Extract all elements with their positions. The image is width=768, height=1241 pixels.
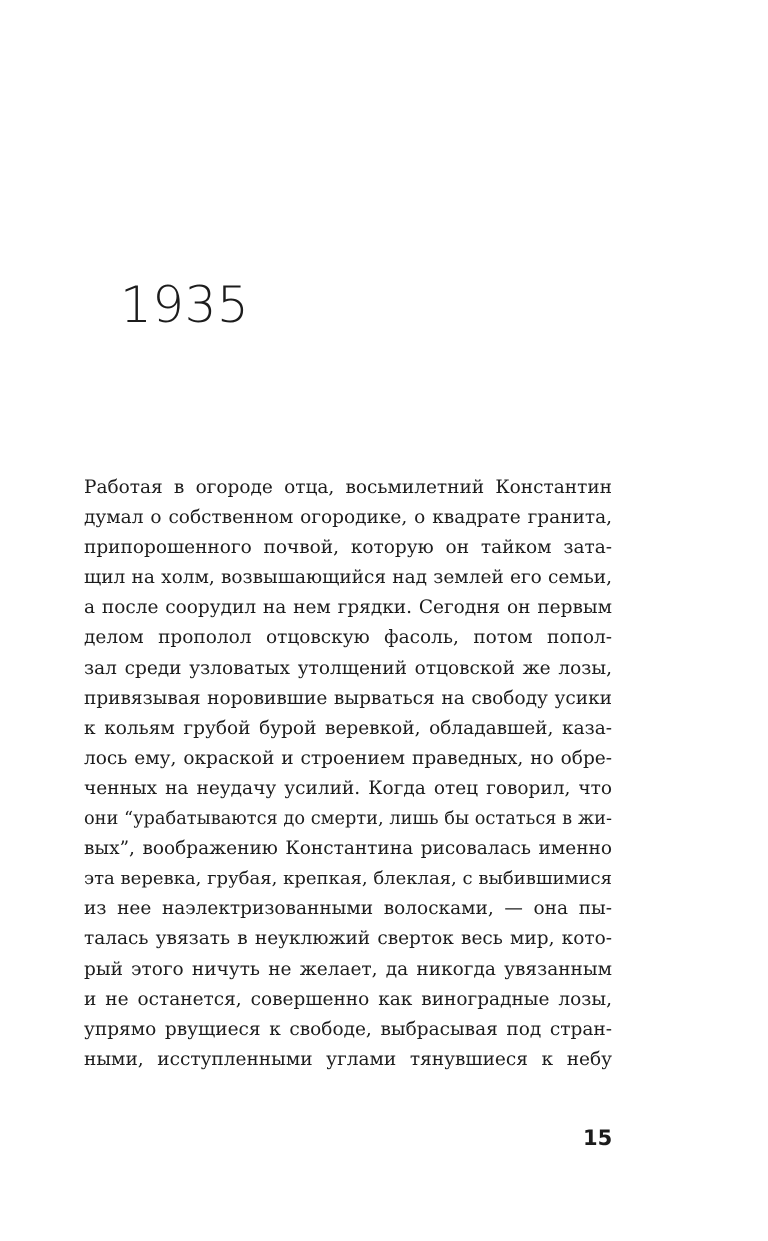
text-line: и не останется, совершенно как виноградные лозы, xyxy=(84,988,612,1010)
text-line: думал о собственном огородике, о квадрате гранита, xyxy=(84,507,612,529)
text-line: ными, исступленными углами тянувшиеся к небу xyxy=(84,1048,612,1070)
text-line: лось ему, окраской и строением праведных, но обре- xyxy=(84,747,612,769)
text-line: из нее наэлектризованными волосками, — она пы- xyxy=(84,898,612,920)
page-number: 15 xyxy=(583,1126,613,1150)
text-line: зал среди узловатых утолщений отцовской же лозы, xyxy=(84,657,612,679)
text-line: привязывая норовившие вырваться на свободу усики xyxy=(84,687,612,709)
text-line: талась увязать в неуклюжий сверток весь мир, кото- xyxy=(84,928,612,950)
text-line: щил на холм, возвышающийся над землей его семьи, xyxy=(84,567,612,589)
text-line: рый этого ничуть не желает, да никогда увязанным xyxy=(84,958,612,980)
text-line: вых”, воображению Константина рисовалась именно xyxy=(84,838,612,860)
text-line: к кольям грубой бурой веревкой, обладавшей, каза- xyxy=(84,717,612,739)
chapter-year-heading: 1935 xyxy=(120,276,250,334)
text-line: припорошенного почвой, которую он тайком зата- xyxy=(84,537,612,559)
text-line: они “урабатываются до смерти, лишь бы остаться в жи- xyxy=(84,809,612,830)
text-line: упрямо рвущиеся к свободе, выбрасывая под стран- xyxy=(84,1018,612,1040)
text-line: а после соорудил на нем грядки. Сегодня он первым xyxy=(84,597,612,619)
text-line: эта веревка, грубая, крепкая, блеклая, с выбившимися xyxy=(84,868,612,890)
text-line: Работая в огороде отца, восьмилетний Константин xyxy=(84,477,612,498)
text-line: ченных на неудачу усилий. Когда отец говорил, что xyxy=(84,777,612,799)
text-line: делом прополол отцовскую фасоль, потом попол- xyxy=(84,627,612,649)
body-paragraph xyxy=(84,473,612,1075)
